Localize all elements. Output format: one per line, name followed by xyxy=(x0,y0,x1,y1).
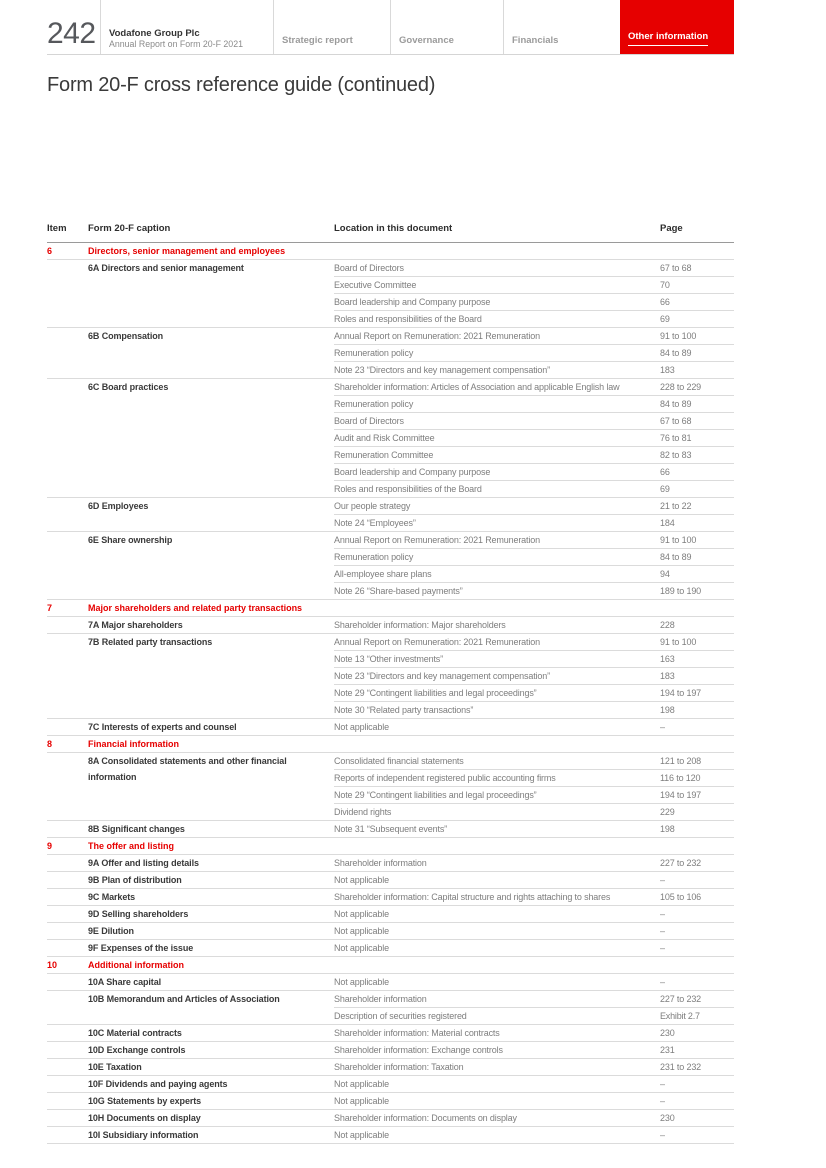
page-cell: 21 to 22 xyxy=(660,498,734,515)
table-header-row xyxy=(47,222,734,243)
caption-cell: 8A Consolidated statements and other financial information xyxy=(88,753,334,821)
location-cell: Our people strategy xyxy=(334,498,660,515)
item-spacer-cell xyxy=(47,260,88,328)
page-cell: 198 xyxy=(660,821,734,838)
item-spacer-cell xyxy=(47,498,88,532)
table-row xyxy=(47,923,734,940)
caption-cell: 7C Interests of experts and counsel xyxy=(88,719,334,736)
location-cell: Note 30 “Related party transactions” xyxy=(334,702,660,719)
section-title: Additional information xyxy=(88,957,734,974)
header-divider xyxy=(100,0,101,54)
item-spacer-cell xyxy=(47,1110,88,1127)
table-row xyxy=(47,940,734,957)
table-row xyxy=(47,328,734,345)
table-row xyxy=(47,634,734,651)
location-cell: Annual Report on Remuneration: 2021 Remuneration xyxy=(334,634,660,651)
tab-financials[interactable] xyxy=(503,0,620,54)
location-cell: Shareholder information: Documents on display xyxy=(334,1110,660,1127)
caption-cell: 7A Major shareholders xyxy=(88,617,334,634)
page-cell: – xyxy=(660,1093,734,1110)
page-cell: 67 to 68 xyxy=(660,260,734,277)
item-spacer-cell xyxy=(47,1076,88,1093)
item-spacer-cell xyxy=(47,1127,88,1144)
cross-reference-table xyxy=(47,222,734,1144)
item-spacer-cell xyxy=(47,379,88,498)
page-cell: 189 to 190 xyxy=(660,583,734,600)
section-title: Directors, senior management and employees xyxy=(88,243,734,260)
page-cell: 194 to 197 xyxy=(660,685,734,702)
location-cell: Not applicable xyxy=(334,974,660,991)
page-cell: 91 to 100 xyxy=(660,634,734,651)
location-cell: Annual Report on Remuneration: 2021 Remuneration xyxy=(334,328,660,345)
page-cell: – xyxy=(660,906,734,923)
location-cell: Shareholder information: Capital structure and rights attaching to shares xyxy=(334,889,660,906)
caption-cell: 9F Expenses of the issue xyxy=(88,940,334,957)
brand-block xyxy=(109,28,243,50)
location-cell: Not applicable xyxy=(334,1093,660,1110)
location-cell: Not applicable xyxy=(334,719,660,736)
table-row xyxy=(47,260,734,277)
location-cell: Note 23 “Directors and key management compensation” xyxy=(334,362,660,379)
item-spacer-cell xyxy=(47,719,88,736)
table-row xyxy=(47,753,734,770)
table-row xyxy=(47,1042,734,1059)
caption-cell: 9B Plan of distribution xyxy=(88,872,334,889)
page-cell: 70 xyxy=(660,277,734,294)
item-spacer-cell xyxy=(47,617,88,634)
page-cell: 230 xyxy=(660,1110,734,1127)
page-cell: 66 xyxy=(660,464,734,481)
page-cell: 194 to 197 xyxy=(660,787,734,804)
table-row xyxy=(47,991,734,1008)
item-spacer-cell xyxy=(47,753,88,821)
item-cell: 10 xyxy=(47,957,88,974)
location-cell: Shareholder information: Major shareholders xyxy=(334,617,660,634)
page-cell: 230 xyxy=(660,1025,734,1042)
table-row xyxy=(47,821,734,838)
page-cell: 84 to 89 xyxy=(660,396,734,413)
page-cell: 229 xyxy=(660,804,734,821)
page-cell: 105 to 106 xyxy=(660,889,734,906)
location-cell: Not applicable xyxy=(334,1127,660,1144)
column-header-location: Location in this document xyxy=(334,222,660,243)
page-cell: 91 to 100 xyxy=(660,532,734,549)
location-cell: Shareholder information: Articles of Association and applicable English law xyxy=(334,379,660,396)
tab-other-information[interactable] xyxy=(620,0,734,54)
page-cell: – xyxy=(660,872,734,889)
caption-cell: 9D Selling shareholders xyxy=(88,906,334,923)
item-spacer-cell xyxy=(47,974,88,991)
caption-cell: 9A Offer and listing details xyxy=(88,855,334,872)
item-spacer-cell xyxy=(47,328,88,379)
section-row xyxy=(47,243,734,260)
page-cell: Exhibit 2.7 xyxy=(660,1008,734,1025)
location-cell: Note 29 “Contingent liabilities and legal proceedings” xyxy=(334,685,660,702)
page-cell: 84 to 89 xyxy=(660,549,734,566)
column-header-caption: Form 20-F caption xyxy=(88,222,334,243)
column-header-page: Page xyxy=(660,222,734,243)
caption-cell: 10I Subsidiary information xyxy=(88,1127,334,1144)
section-row xyxy=(47,957,734,974)
page-cell: – xyxy=(660,719,734,736)
item-spacer-cell xyxy=(47,889,88,906)
location-cell: Roles and responsibilities of the Board xyxy=(334,481,660,498)
page-cell: 227 to 232 xyxy=(660,855,734,872)
table-row xyxy=(47,532,734,549)
page-cell: 67 to 68 xyxy=(660,413,734,430)
location-cell: Not applicable xyxy=(334,940,660,957)
caption-cell: 10A Share capital xyxy=(88,974,334,991)
item-cell: 9 xyxy=(47,838,88,855)
page-cell: 183 xyxy=(660,362,734,379)
section-title: The offer and listing xyxy=(88,838,734,855)
page-cell: 227 to 232 xyxy=(660,991,734,1008)
page-cell: – xyxy=(660,940,734,957)
tab-label: Strategic report xyxy=(282,35,353,46)
header-rule xyxy=(47,54,734,55)
page-cell: – xyxy=(660,923,734,940)
item-spacer-cell xyxy=(47,906,88,923)
page-number: 242 xyxy=(47,17,96,50)
section-title: Major shareholders and related party transactions xyxy=(88,600,734,617)
page-cell: – xyxy=(660,1127,734,1144)
section-title: Financial information xyxy=(88,736,734,753)
table-row xyxy=(47,498,734,515)
section-row xyxy=(47,600,734,617)
caption-cell: 6B Compensation xyxy=(88,328,334,379)
tab-strategic-report[interactable] xyxy=(273,0,390,54)
page-cell: 184 xyxy=(660,515,734,532)
location-cell: Remuneration Committee xyxy=(334,447,660,464)
item-cell: 8 xyxy=(47,736,88,753)
page-title: Form 20-F cross reference guide (continued) xyxy=(47,74,436,96)
location-cell: Note 29 “Contingent liabilities and legal proceedings” xyxy=(334,787,660,804)
location-cell: Annual Report on Remuneration: 2021 Remuneration xyxy=(334,532,660,549)
tab-label: Financials xyxy=(512,35,559,46)
table-row xyxy=(47,974,734,991)
table-row xyxy=(47,1127,734,1144)
location-cell: Executive Committee xyxy=(334,277,660,294)
caption-cell: 10F Dividends and paying agents xyxy=(88,1076,334,1093)
page-cell: 163 xyxy=(660,651,734,668)
page-cell: 183 xyxy=(660,668,734,685)
page-cell: 198 xyxy=(660,702,734,719)
item-spacer-cell xyxy=(47,1042,88,1059)
item-spacer-cell xyxy=(47,532,88,600)
item-spacer-cell xyxy=(47,991,88,1025)
table-row xyxy=(47,379,734,396)
location-cell: Not applicable xyxy=(334,872,660,889)
column-header-item: Item xyxy=(47,222,88,243)
item-spacer-cell xyxy=(47,855,88,872)
table-row xyxy=(47,906,734,923)
caption-cell: 6D Employees xyxy=(88,498,334,532)
item-spacer-cell xyxy=(47,634,88,719)
caption-cell: 10B Memorandum and Articles of Association xyxy=(88,991,334,1025)
table-row xyxy=(47,1025,734,1042)
item-spacer-cell xyxy=(47,940,88,957)
location-cell: Remuneration policy xyxy=(334,549,660,566)
location-cell: Board leadership and Company purpose xyxy=(334,294,660,311)
location-cell: Audit and Risk Committee xyxy=(334,430,660,447)
location-cell: All-employee share plans xyxy=(334,566,660,583)
location-cell: Note 24 “Employees” xyxy=(334,515,660,532)
location-cell: Shareholder information: Material contracts xyxy=(334,1025,660,1042)
page-cell: 66 xyxy=(660,294,734,311)
page-cell: 231 to 232 xyxy=(660,1059,734,1076)
report-subtitle: Annual Report on Form 20-F 2021 xyxy=(109,39,243,49)
location-cell: Note 23 “Directors and key management compensation” xyxy=(334,668,660,685)
location-cell: Shareholder information: Taxation xyxy=(334,1059,660,1076)
item-spacer-cell xyxy=(47,1025,88,1042)
location-cell: Consolidated financial statements xyxy=(334,753,660,770)
item-spacer-cell xyxy=(47,872,88,889)
location-cell: Dividend rights xyxy=(334,804,660,821)
table-row xyxy=(47,719,734,736)
page-cell: 121 to 208 xyxy=(660,753,734,770)
page-cell: 69 xyxy=(660,481,734,498)
location-cell: Description of securities registered xyxy=(334,1008,660,1025)
table-row xyxy=(47,1076,734,1093)
table-row xyxy=(47,889,734,906)
location-cell: Note 13 “Other investments” xyxy=(334,651,660,668)
location-cell: Note 31 “Subsequent events” xyxy=(334,821,660,838)
page-cell: – xyxy=(660,974,734,991)
item-spacer-cell xyxy=(47,1093,88,1110)
page-cell: 76 to 81 xyxy=(660,430,734,447)
tab-governance[interactable] xyxy=(390,0,503,54)
location-cell: Not applicable xyxy=(334,1076,660,1093)
page-cell: 231 xyxy=(660,1042,734,1059)
location-cell: Board of Directors xyxy=(334,260,660,277)
caption-cell: 10H Documents on display xyxy=(88,1110,334,1127)
page-cell: 116 to 120 xyxy=(660,770,734,787)
page-cell: 228 to 229 xyxy=(660,379,734,396)
company-name: Vodafone Group Plc xyxy=(109,28,200,39)
caption-cell: 6A Directors and senior management xyxy=(88,260,334,328)
caption-cell: 9C Markets xyxy=(88,889,334,906)
caption-cell: 10D Exchange controls xyxy=(88,1042,334,1059)
caption-cell: 10C Material contracts xyxy=(88,1025,334,1042)
location-cell: Shareholder information xyxy=(334,991,660,1008)
location-cell: Remuneration policy xyxy=(334,396,660,413)
table-row xyxy=(47,617,734,634)
caption-cell: 6C Board practices xyxy=(88,379,334,498)
item-spacer-cell xyxy=(47,821,88,838)
table-row xyxy=(47,1093,734,1110)
location-cell: Roles and responsibilities of the Board xyxy=(334,311,660,328)
page-cell: 228 xyxy=(660,617,734,634)
section-row xyxy=(47,838,734,855)
page-cell: 94 xyxy=(660,566,734,583)
table-row xyxy=(47,855,734,872)
item-cell: 6 xyxy=(47,243,88,260)
table-row xyxy=(47,1110,734,1127)
item-cell: 7 xyxy=(47,600,88,617)
page-cell: 69 xyxy=(660,311,734,328)
location-cell: Board leadership and Company purpose xyxy=(334,464,660,481)
location-cell: Shareholder information xyxy=(334,855,660,872)
caption-cell: 10G Statements by experts xyxy=(88,1093,334,1110)
location-cell: Board of Directors xyxy=(334,413,660,430)
page-cell: – xyxy=(660,1076,734,1093)
page-cell: 84 to 89 xyxy=(660,345,734,362)
table-row xyxy=(47,872,734,889)
tab-label: Governance xyxy=(399,35,454,46)
caption-cell: 6E Share ownership xyxy=(88,532,334,600)
location-cell: Note 26 “Share-based payments” xyxy=(334,583,660,600)
page-header xyxy=(0,0,826,54)
location-cell: Remuneration policy xyxy=(334,345,660,362)
caption-cell: 10E Taxation xyxy=(88,1059,334,1076)
page-cell: 91 to 100 xyxy=(660,328,734,345)
page-cell: 82 to 83 xyxy=(660,447,734,464)
caption-cell: 7B Related party transactions xyxy=(88,634,334,719)
tab-label: Other information xyxy=(628,31,708,46)
table-row xyxy=(47,1059,734,1076)
section-row xyxy=(47,736,734,753)
location-cell: Reports of independent registered public accounting firms xyxy=(334,770,660,787)
caption-cell: 8B Significant changes xyxy=(88,821,334,838)
item-spacer-cell xyxy=(47,1059,88,1076)
item-spacer-cell xyxy=(47,923,88,940)
location-cell: Not applicable xyxy=(334,906,660,923)
location-cell: Not applicable xyxy=(334,923,660,940)
caption-cell: 9E Dilution xyxy=(88,923,334,940)
location-cell: Shareholder information: Exchange controls xyxy=(334,1042,660,1059)
